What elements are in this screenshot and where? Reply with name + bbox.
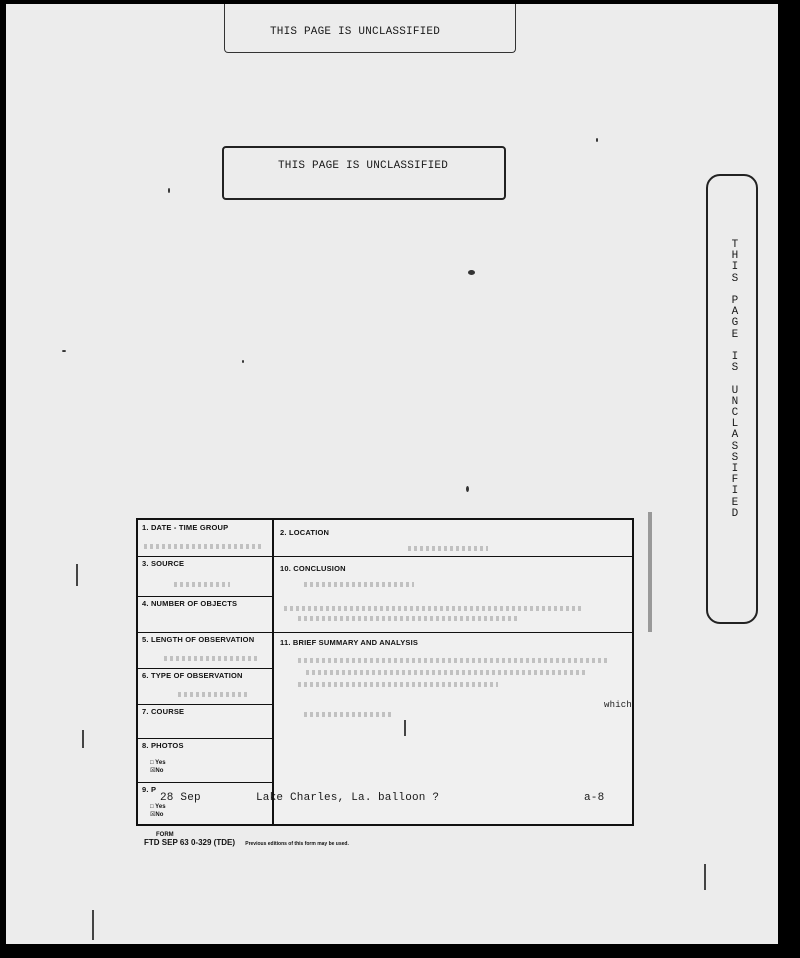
scan-scratch xyxy=(76,564,78,586)
scan-speck xyxy=(168,188,170,193)
redacted-text xyxy=(164,656,260,661)
photos-no-option: ☒No xyxy=(150,768,164,774)
row-divider xyxy=(274,556,632,557)
redacted-text xyxy=(298,658,608,663)
form-number: FTD SEP 63 0-329 (TDE) xyxy=(144,838,235,847)
ufo-report-form xyxy=(136,518,634,826)
course-cell xyxy=(138,704,272,739)
record-reference: a-8 xyxy=(584,792,605,804)
length-of-observation-cell xyxy=(138,632,272,669)
form-left-column xyxy=(138,520,274,824)
scan-border xyxy=(0,944,800,958)
date-time-cell xyxy=(138,520,272,557)
scan-speck xyxy=(596,138,598,142)
top-unclassified-stamp: THIS PAGE IS UNCLASSIFIED xyxy=(270,26,441,38)
middle-stamp-frame xyxy=(222,146,506,200)
redacted-text xyxy=(304,582,414,587)
row-divider xyxy=(274,632,632,633)
physical-evidence-label: 9. P xyxy=(142,785,157,794)
redacted-text xyxy=(178,692,248,697)
source-cell xyxy=(138,556,272,597)
scan-scratch xyxy=(648,512,652,632)
scan-speck xyxy=(466,486,469,492)
redacted-text xyxy=(298,616,518,621)
redacted-text xyxy=(174,582,230,587)
scan-scratch xyxy=(404,720,406,736)
redacted-text xyxy=(408,546,488,551)
form-label: FORM xyxy=(156,832,174,838)
form-number-line xyxy=(144,838,349,847)
summary-fragment: which xyxy=(604,700,633,710)
middle-unclassified-stamp: THIS PAGE IS UNCLASSIFIED xyxy=(278,160,449,172)
physical-evidence-cell xyxy=(138,782,272,824)
record-location: Lake Charles, La. xyxy=(256,792,372,804)
redacted-text xyxy=(304,712,394,717)
course-label: 7. COURSE xyxy=(142,707,185,716)
evidence-no-option: ☒No xyxy=(150,812,164,818)
type-of-observation-cell xyxy=(138,668,272,705)
source-label: 3. SOURCE xyxy=(142,559,185,568)
scan-speck xyxy=(242,360,244,363)
length-of-observation-label: 5. LENGTH OF OBSERVATION xyxy=(142,635,255,644)
form-note: Previous editions of this form may be used. xyxy=(245,841,349,847)
type-of-observation-label: 6. TYPE OF OBSERVATION xyxy=(142,671,243,680)
record-date: 28 Sep xyxy=(160,792,201,804)
redacted-text xyxy=(144,544,262,549)
document-page xyxy=(6,4,778,944)
side-unclassified-stamp: T H I S P A G E I S U N C L A S S I F I E D xyxy=(731,239,739,520)
scan-speck xyxy=(62,350,66,352)
scan-scratch xyxy=(92,910,94,940)
evidence-yes-option: □ Yes xyxy=(150,804,166,810)
scan-speck xyxy=(468,270,475,275)
scan-scratch xyxy=(82,730,84,748)
record-conclusion: balloon ? xyxy=(378,792,440,804)
redacted-text xyxy=(284,606,584,611)
redacted-text xyxy=(298,682,498,687)
number-of-objects-label: 4. NUMBER OF OBJECTS xyxy=(142,599,238,608)
summary-label: 11. BRIEF SUMMARY AND ANALYSIS xyxy=(280,638,419,647)
number-of-objects-cell xyxy=(138,596,272,633)
photos-yes-option: □ Yes xyxy=(150,760,166,766)
form-footer xyxy=(144,832,349,847)
scan-scratch xyxy=(704,864,706,890)
redacted-text xyxy=(306,670,586,675)
photos-label: 8. PHOTOS xyxy=(142,741,184,750)
location-label: 2. LOCATION xyxy=(280,528,330,537)
date-time-label: 1. DATE - TIME GROUP xyxy=(142,523,229,532)
photos-cell xyxy=(138,738,272,783)
conclusion-label: 10. CONCLUSION xyxy=(280,564,346,573)
